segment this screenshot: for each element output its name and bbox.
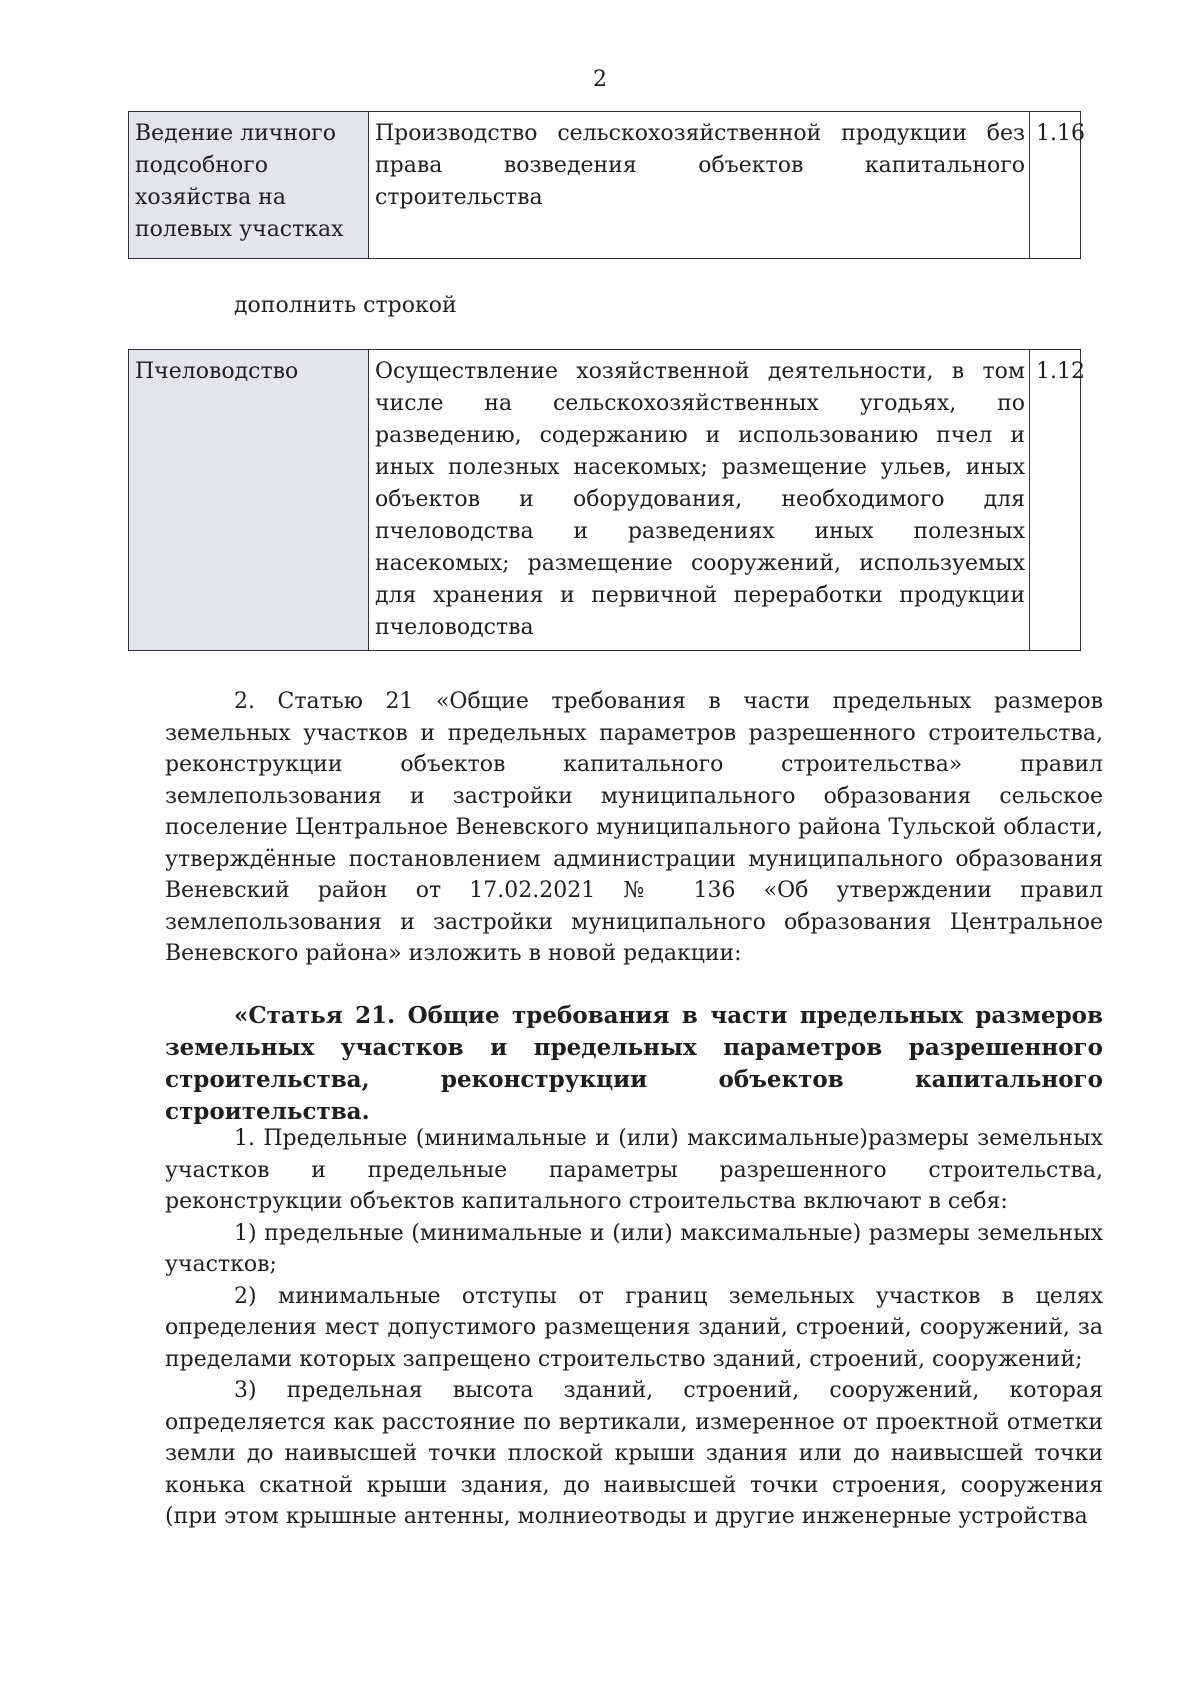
section-1-item-2: 2) минимальные отступы от границ земельных участков в целях определения мест допустимого размещения зданий, строений, сооружений, за пределами которых запрещено строительство зданий, строений, сооружений; (165, 1283, 1103, 1372)
land-use-table-new-row (128, 349, 1085, 651)
paragraph-text: 2. Статью 21 «Общие требования в части предельных размеров земельных участков и предельных параметров разрешенного строительства, реконструкции объектов капитального строительства» правил землепользования и застройки муниципального образования сельское поселение Центральное Веневского муниципального района Тульской области, утверждённые постановлением администрации муниципального образования Веневский район от 17.02.2021 № 136 «Об утверждении правил землепользования и застройки муниципального образования Центральное Веневского района» изложить в новой редакции: (165, 689, 1103, 966)
land-use-type-description: Осуществление хозяйственной деятельности, в том числе на сельскохозяйственных угодьях, по разведению, содержанию и использованию пчел и иных полезных насекомых; размещение ульев, иных объектов и оборудования, необходимого для пчеловодства и разведениях иных полезных насекомых; размещение сооружений, используемых для хранения и первичной переработки продукции пчеловодства (369, 350, 1030, 651)
land-use-type-description: Производство сельскохозяйственной продукции без права возведения объектов капитального строительства (369, 112, 1030, 259)
section-1-intro: 1. Предельные (минимальные и (или) максимальные)размеры земельных участков и предельные параметры разрешенного строительства, реконструкции объектов капитального строительства включают в себя: (165, 1126, 1103, 1214)
section-1-item-1: 1) предельные (минимальные и (или) максимальные) размеры земельных участков; (165, 1220, 1103, 1277)
land-use-type-name: Пчеловодство (129, 350, 369, 651)
section-1-item-3: 3) предельная высота зданий, строений, сооружений, которая определяется как расстояние по вертикали, измеренное от проектной отметки земли до наивысшей точки плоской крыши здания или до наивысшей точки конька скатной крыши здания, до наивысшей точки строения, сооружения (при этом крышные антенны, молниеотводы и другие инженерные устройства (165, 1378, 1103, 1529)
land-use-type-code: 1.12 (1030, 350, 1081, 651)
page-number: 2 (593, 67, 607, 92)
land-use-table-existing-row (128, 111, 1085, 259)
land-use-type-name: Ведение личного подсобного хозяйства на полевых участках (129, 112, 369, 259)
table-row (129, 112, 1081, 259)
table-row (129, 350, 1081, 651)
add-row-note: дополнить строкой (234, 293, 457, 318)
paragraph-2 (165, 686, 1103, 970)
article-heading-text: «Статья 21. Общие требования в части предельных размеров земельных участков и предельных параметров разрешенного строительства, реконструкции объектов капитального строительства. (165, 1002, 1103, 1125)
article-heading (165, 1000, 1103, 1128)
section-1 (165, 1123, 1103, 1533)
land-use-type-code: 1.16 (1030, 112, 1081, 259)
